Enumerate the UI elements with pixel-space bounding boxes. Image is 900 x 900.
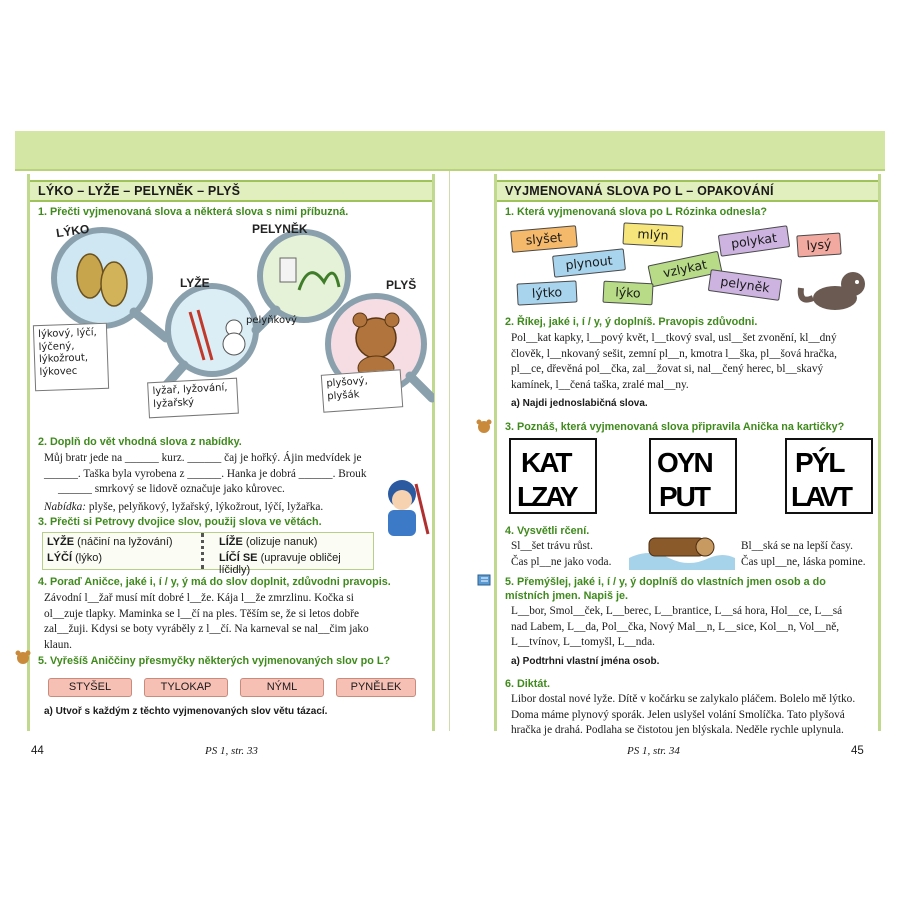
note-lyko: lýkový, lýčí, lýčený, lýkožrout, lýkovec [33,323,109,392]
card-vzlykat: vzlykat [647,251,722,287]
right-task-5a: a) Podtrhni vlastní jména osob. [511,656,660,667]
left-ps-ref: PS 1, str. 33 [205,745,258,757]
puzzle-2-letters [651,440,735,512]
note-pelynek: pelyňkový [246,315,297,326]
log-in-water-illustration [625,524,737,570]
right-task-6: 6. Diktát. [505,678,551,690]
card-plynout: plynout [552,248,626,277]
anagram-1: STYŠEL [48,678,132,697]
right-task-4-right: Bl__ská se na lepší časy. Čas upl__ne, láska pomine. [741,540,866,568]
card-lyko: lýko [602,281,653,306]
left-task-2-text: Můj bratr jede na ______ kurz. ______ čaj je hořký. Ájin medvídek je ______. Taška byla vyrobena z ______. Hanka je dobrá ______. Brouk ______ smrkový se lidově označuje jako kůrovec. Nabídka: plyše, pelyňkový, lyžařský, lýkožrout, lýčí, lyžařka. [44,452,367,513]
svg-text:LAVT: LAVT [791,481,851,512]
right-task-5-text: L__bor, Smol__ček, L__berec, L__brantice, L__sá hora, Hol__ce, L__sá nad Labem, L__da, Pol__čka, Nový Mal__n, L__sice, Kol__n, Vol__ně, L__tvínov, L__tomyšl, L__nda. [511,605,843,648]
right-ps-ref: PS 1, str. 34 [627,745,680,757]
left-task-1: 1. Přečti vyjmenovaná slova a některá slova s nimi příbuzná. [38,206,349,218]
label-lyze: LYŽE [180,276,210,290]
letter-puzzles [509,438,879,518]
svg-text:LZAY: LZAY [517,481,576,512]
right-task-1: 1. Která vyjmenovaná slova po L Rózinka odnesla? [505,206,768,218]
right-page-frame [494,174,881,736]
label-plys: PLYŠ [386,278,417,292]
card-lytko: lýtko [516,280,577,305]
label-lyko: LÝKO [55,221,91,241]
anagram-3: NÝML [240,678,324,697]
right-task-3: 3. Poznáš, která vyjmenovaná slova připravila Anička na kartičky? [505,421,845,433]
card-mlyn: mlýn [622,222,683,247]
right-task-4: 4. Vysvětli rčení. [505,525,590,537]
right-page [450,171,885,736]
svg-text:PUT: PUT [659,481,709,512]
puzzle-3 [785,438,873,514]
bear-icon [476,418,492,434]
card-polykat: polykat [718,225,790,257]
left-task-4: 4. Poraď Aničce, jaké i, í / y, ý má do slov doplnit, zdůvodni pravopis. [38,576,391,588]
card-slyset: slyšet [510,225,578,253]
spiral-binding [201,533,213,569]
word-pairs-box: LYŽE (náčiní na lyžování) LÝČÍ (lýko) LÍŽE (olizuje nanuk) LÍČÍ SE (upravuje obličej líčidly) [42,532,374,570]
word-cards [501,222,881,312]
left-page [15,171,450,731]
puzzle-1-letters [511,440,595,512]
puzzle-2 [649,438,737,514]
left-task-5a: a) Utvoř s každým z těchto vyjmenovaných slov větu tázací. [44,706,328,717]
svg-text:KAT: KAT [521,447,571,478]
left-page-frame [27,174,435,731]
anagram-2: TYLOKAP [144,678,228,697]
anagram-row [48,678,418,698]
ferret-illustration [795,264,869,316]
right-page-number: 45 [851,745,864,757]
right-task-2-text: Pol__kat kapky, l__pový květ, l__tkový sval, usl__šet zvonění, kl__dný člověk, l__nkovaný sešit, zemní pl__n, kmotra l__ška, pl__šová hračka, pl__ce, dřevěná pol__čka, zal__žovat si, nal__čený herec, bl__skavý kamínek, l__čená taška, zralé mal__ny. [511,332,837,391]
left-page-number: 44 [31,745,44,757]
svg-text:OYN: OYN [657,447,712,478]
skier-child-illustration [372,474,432,544]
nabidka-words: plyše, pelyňkový, lyžařský, lýkožrout, lýčí, lyžařka. [86,500,324,513]
card-pelynek: pelyněk [708,269,782,301]
notebook-icon [476,572,492,588]
left-task-2: 2. Doplň do vět vhodná slova z nabídky. [38,436,242,448]
left-task-3: 3. Přečti si Petrovy dvojice slov, použij slova ve větách. [38,516,322,528]
left-task-4-text: Závodní l__žař musí mít dobré l__že. Kája l__že zmrzlinu. Kočka si ol__zuje tlapky. Maminka se l__čí na ples. Těším se, že si letos dobře zal__žuji. Kdysi se boty vyráběly z l__čí. Na karneval se nal__čim jako klaun. [44,592,369,651]
right-task-5: 5. Přemýšlej, jaké i, í / y, ý doplníš do vlastních jmen osob a do místních jmen. Napiš je. [505,576,826,602]
left-page-title: LÝKO – LYŽE – PELYNĚK – PLYŠ [30,180,432,202]
anagram-4: PYNĚLEK [336,678,416,697]
right-task-6-text: Libor dostal nové lyže. Dítě v kočárku se zalykalo pláčem. Bolelo mě lýtko. Doma máme plynový sporák. Jelen uslyšel volání Smolíčka. Tato plyšová hračka je drahá. Podlaha se čistotou jen blýskala. Neděle rychle uplynula. [511,693,856,736]
note-lyze: lyžař, lyžování, lyžařský [147,378,239,419]
right-task-2a: a) Najdi jednoslabičná slova. [511,398,648,409]
top-band [15,131,885,171]
svg-text:PÝL: PÝL [795,447,844,478]
bear-icon [15,649,31,665]
card-lysy: lysý [796,232,841,257]
right-page-title: VYJMENOVANÁ SLOVA PO L – OPAKOVÁNÍ [497,180,878,202]
left-task-5: 5. Vyřešíš Aniččiny přesmyčky některých vyjmenovaných slov po L? [38,655,391,667]
textbook-spread [15,131,885,768]
nabidka-label: Nabídka: [44,500,87,513]
right-task-2: 2. Říkej, jaké i, í / y, ý doplníš. Pravopis zdůvodni. [505,316,758,328]
right-task-4-left: Sl__šet trávu růst. Čas pl__ne jako voda. [511,540,612,568]
note-plys: plyšový, plyšák [321,369,403,412]
puzzle-1 [509,438,597,514]
label-pelynek: PELYNĚK [252,222,308,236]
puzzle-3-letters [787,440,871,512]
